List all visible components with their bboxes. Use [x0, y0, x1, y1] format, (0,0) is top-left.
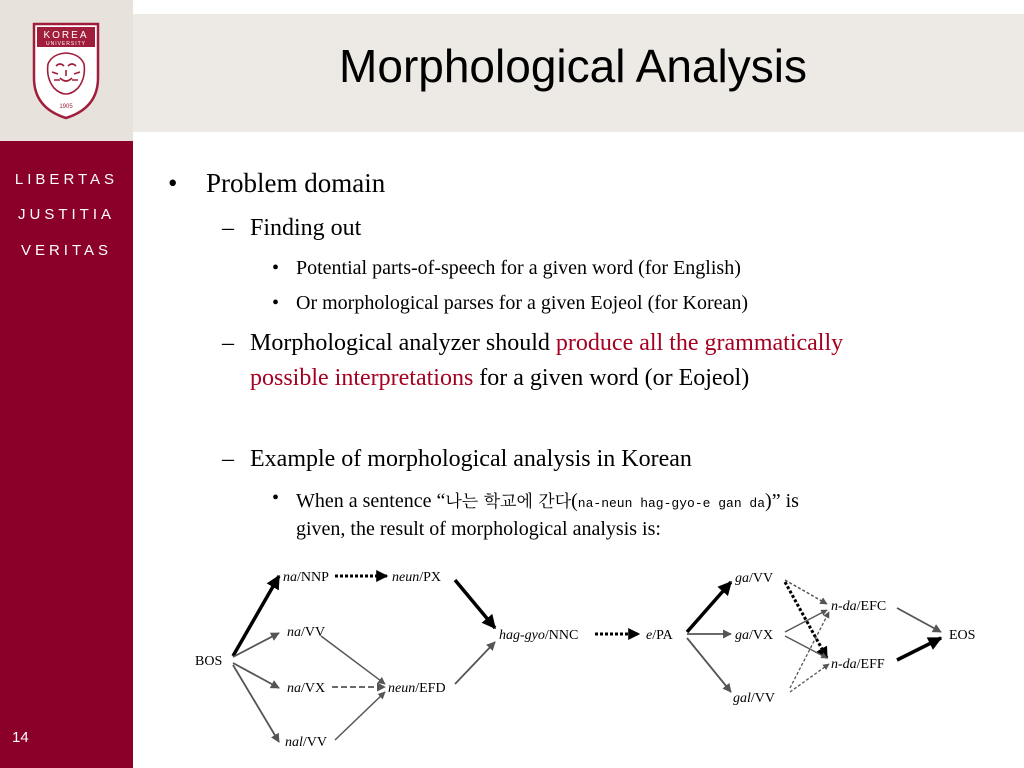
edge-neun-px-hag-gyo — [455, 580, 495, 628]
node-na-vx: na/VX — [287, 681, 326, 696]
item-potential-pos — [272, 257, 741, 280]
motto-justitia: JUSTITIA — [17, 206, 115, 223]
node-ga-vx: ga/VX — [735, 628, 774, 643]
node-ga-vv: ga/VV — [735, 571, 774, 586]
bullet-problem-domain — [168, 168, 386, 199]
node-nal-vv: nal/VV — [285, 735, 328, 750]
edge-n-da-eff-eos — [897, 638, 941, 660]
dash-marker: – — [222, 215, 234, 241]
node-n-da-efc: n-da/EFC — [831, 599, 887, 614]
svg-text:1905: 1905 — [59, 104, 73, 110]
node-eos: EOS — [949, 628, 976, 643]
highlight-text: produce all the grammatically — [555, 330, 844, 356]
node-neun-efd: neun/EFD — [388, 681, 446, 696]
sub-bullet-text: Finding out — [250, 215, 362, 241]
item-morph-parses — [272, 292, 749, 315]
sub-bullet-example — [222, 446, 692, 473]
node-na-vv: na/VV — [287, 625, 326, 640]
korea-university-logo — [30, 20, 102, 120]
bullet-dot: • — [272, 292, 280, 314]
svg-text:KOREA: KOREA — [43, 30, 89, 41]
item-text: Potential parts-of-speech for a given word (for English) — [296, 257, 741, 279]
logo-panel — [0, 0, 133, 141]
lattice-nodes — [195, 570, 975, 750]
motto-libertas: LIBERTAS — [14, 171, 119, 188]
node-e-pa: e/PA — [646, 628, 673, 643]
edge-na-vv-neun-efd — [321, 636, 385, 684]
node-hag-gyo-nnc: hag-gyo/NNC — [499, 628, 579, 643]
page-number: 14 — [12, 729, 29, 746]
edge-nal-vv-neun-efd — [335, 692, 385, 740]
bullet-dot: • — [168, 168, 178, 198]
dash-marker: – — [222, 330, 234, 356]
sub-bullet-finding-out — [222, 215, 362, 242]
sub-bullet-text: Morphological analyzer should produce all the grammatically — [250, 330, 844, 356]
node-n-da-eff: n-da/EFF — [831, 657, 885, 672]
motto-veritas: VERITAS — [20, 242, 113, 259]
edge-bos-nal-vv — [233, 665, 279, 742]
highlight-text: possible interpretations — [250, 365, 474, 391]
edge-e-pa-gal-vv — [687, 638, 731, 692]
item-text: Or morphological parses for a given Eojeol (for Korean) — [296, 292, 749, 314]
dash-marker: – — [222, 446, 234, 472]
sub-bullet-analyzer-cont: possible interpretations for a given word (or Eojeol) — [250, 365, 750, 391]
node-bos: BOS — [195, 654, 223, 669]
node-na-nnp: na/NNP — [283, 570, 329, 585]
item-text: When a sentence “나는 학교에 간다(na-neun hag-gyo-e gan da)” is — [296, 490, 799, 512]
korean-sentence: 나는 학교에 간다 — [445, 492, 572, 512]
item-example-sentence-cont: given, the result of morphological analysis is: — [296, 518, 661, 540]
sub-bullet-text: Example of morphological analysis in Korean — [250, 446, 692, 472]
item-example-sentence — [272, 487, 799, 512]
edge-e-pa-ga-vv — [687, 582, 731, 632]
sub-bullet-analyzer — [222, 330, 844, 357]
edge-neun-efd-hag-gyo — [455, 642, 495, 684]
bullet-dot: • — [272, 257, 280, 279]
node-gal-vv: gal/VV — [733, 691, 776, 706]
svg-text:UNIVERSITY: UNIVERSITY — [45, 41, 87, 47]
bullet-text: Problem domain — [206, 168, 386, 198]
bullet-dot: • — [272, 487, 280, 509]
edge-n-da-efc-eos — [897, 608, 941, 632]
node-neun-px: neun/PX — [392, 570, 442, 585]
romanized-sentence: na-neun hag-gyo-e gan da — [577, 496, 766, 511]
page-title: Morphological Analysis — [339, 40, 807, 92]
morphology-lattice-diagram — [185, 560, 1005, 760]
edge-ga-vx-n-da-eff — [785, 636, 827, 658]
